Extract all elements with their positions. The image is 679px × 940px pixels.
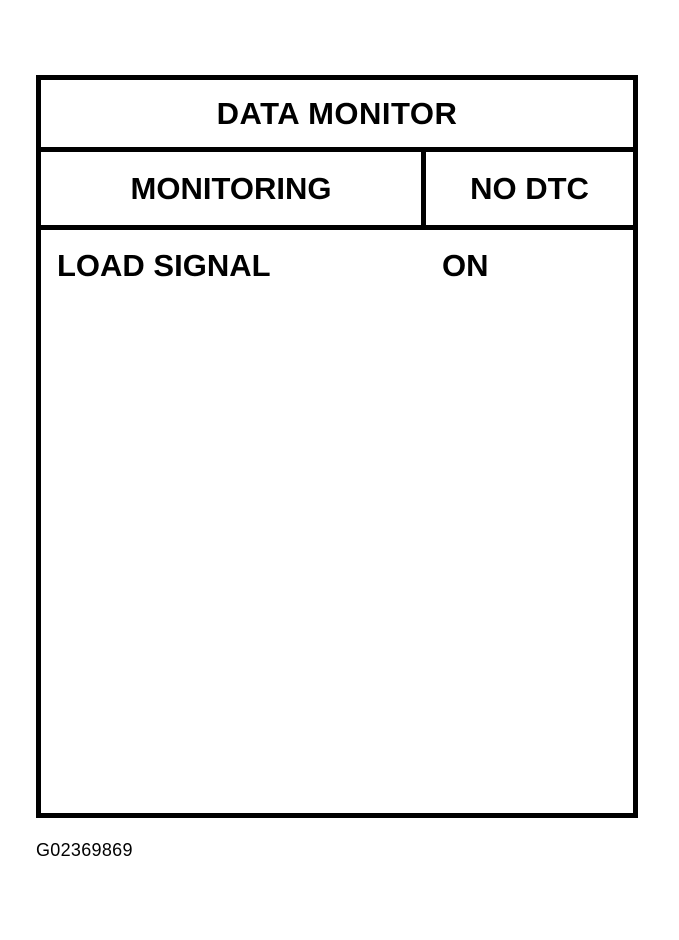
figure-id-caption: G02369869 [36, 840, 133, 860]
data-item-label: LOAD SIGNAL [57, 248, 271, 283]
scan-tool-screen [36, 75, 638, 818]
list-item [41, 248, 633, 292]
page-title: DATA MONITOR [216, 95, 458, 131]
dtc-status-badge: NO DTC [470, 170, 589, 206]
data-item-value: ON [442, 248, 489, 283]
status-row [41, 152, 633, 230]
dtc-status-cell [426, 152, 633, 225]
panel-title-row [41, 80, 633, 152]
data-monitor-panel [36, 75, 638, 818]
data-list [41, 230, 633, 813]
monitoring-status-label: MONITORING [130, 170, 332, 206]
monitoring-status-cell [41, 152, 426, 225]
